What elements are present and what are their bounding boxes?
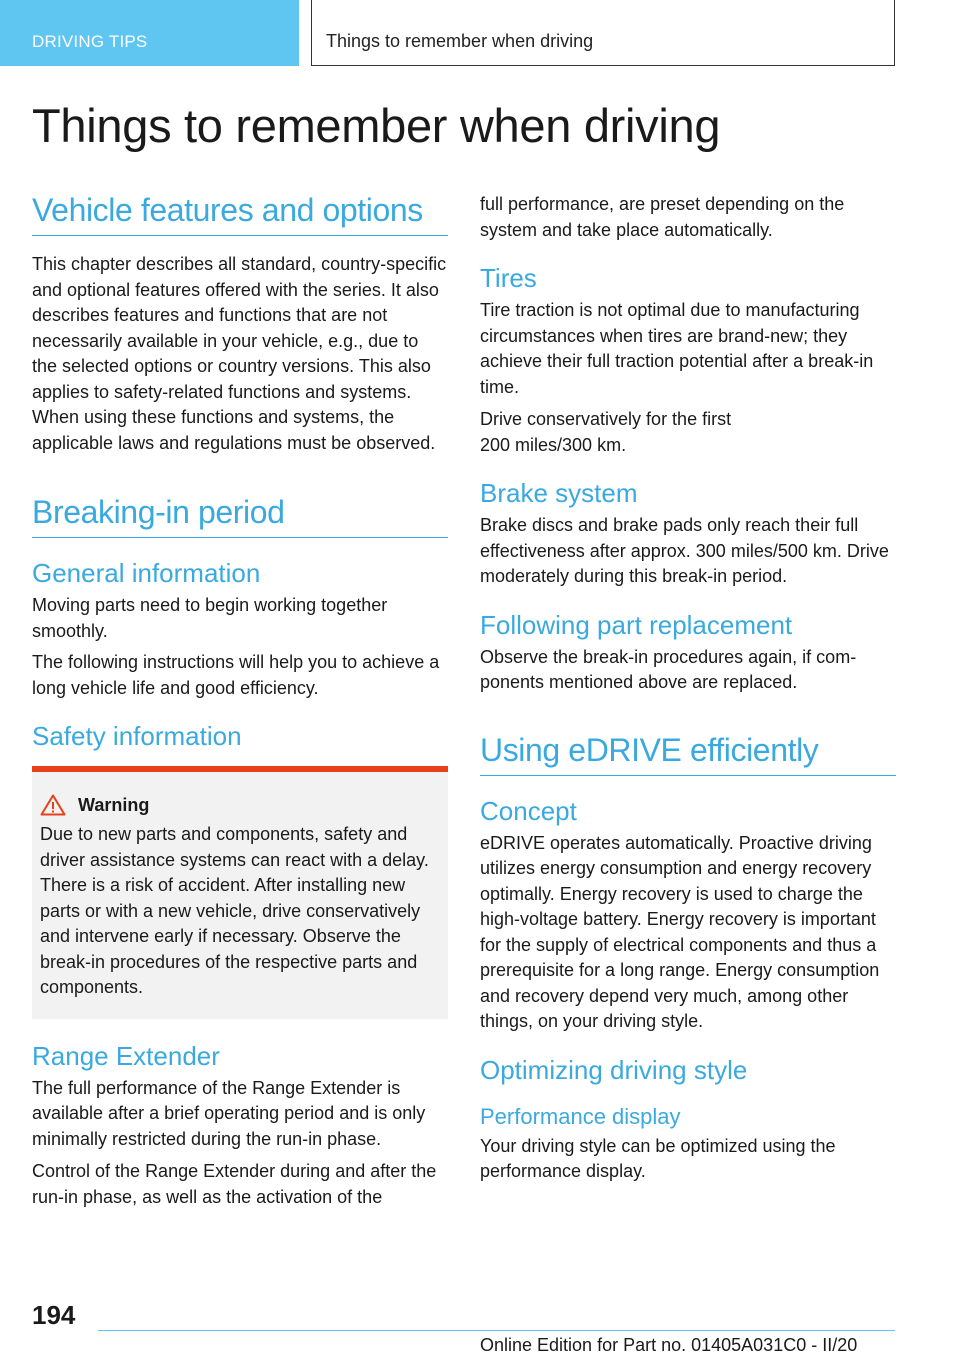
heading-brake-system: Brake system: [480, 478, 638, 508]
heading-performance-display: Performance display: [480, 1103, 681, 1129]
heading-vehicle-features: Vehicle features and options: [32, 192, 448, 236]
heading-safety-information: Safety information: [32, 721, 242, 751]
range-extender-text-2: Control of the Range Extender during and after the run-in phase, as well as the activation of the: [32, 1161, 437, 1207]
heading-concept: Concept: [480, 795, 577, 826]
right-column: [480, 192, 896, 1185]
continued-text: full performance, are preset depending on the system and take place automatically.: [480, 194, 845, 240]
heading-general-information: General information: [32, 558, 261, 588]
heading-edrive: Using eDRIVE efficiently: [480, 732, 896, 776]
concept-text: eDRIVE operates automatically. Proactive driving utilizes energy consumption and energy recovery optimally. Energy recovery is used to charge the high-voltage battery. Energy recovery is important for the supply of electrical components and thus a prerequisite for a long range. Energy consumption and recovery depend very much, among other things, on your driving style.: [480, 832, 880, 1031]
performance-text: Your driving style can be optimized using the performance display.: [480, 1135, 836, 1181]
header-title: Things to remember when driving: [311, 0, 895, 66]
footer-divider: [98, 1330, 895, 1331]
brake-text: Brake discs and brake pads only reach their full effectiveness after approx. 300 miles/500 km. Drive moderately during this break-in period.: [480, 515, 889, 586]
footer-edition: Online Edition for Part no. 01405A031C0 - II/20: [480, 1335, 858, 1355]
heading-range-extender: Range Extender: [32, 1040, 220, 1071]
left-column: [32, 192, 448, 1210]
warning-label: Warning: [78, 794, 150, 815]
general-text-1: Moving parts need to begin working together smoothly.: [32, 595, 388, 641]
heading-optimizing: Optimizing driving style: [480, 1054, 748, 1085]
warning-box: [32, 766, 448, 1019]
general-text-2: The following instructions will help you to achieve a long vehicle life and good efficiency.: [32, 652, 440, 698]
page-title: Things to remember when driving: [32, 99, 721, 152]
heading-breaking-in: Breaking-in period: [32, 494, 448, 538]
warning-header: [40, 794, 440, 816]
tires-text-2-line1: Drive conservatively for the first: [480, 409, 732, 429]
warning-triangle-icon: [40, 794, 66, 816]
range-extender-text-1: The full performance of the Range Extender is available after a brief operating period and is only minimally restricted during the run-in phase.: [32, 1077, 426, 1149]
replacement-text: Observe the break-in procedures again, if components mentioned above are replaced.: [480, 646, 857, 692]
tires-text-2: [480, 407, 896, 458]
heading-part-replacement: Following part replacement: [480, 609, 793, 640]
page-number: 194: [32, 1300, 76, 1330]
tires-text-2-line2: 200 miles/300 km.: [480, 434, 627, 455]
warning-text: Due to new parts and components, safety and driver assistance systems can react with a delay. There is a risk of accident. After installing new parts or with a new vehicle, drive conservatively and intervene early if necessary. Observe the break-in procedures of the respective parts and components.: [40, 824, 429, 997]
vehicle-features-text: This chapter describes all standard, country-specific and optional features offered with the series. It also describes features and functions that are not necessarily available in your vehicle, e.g., due to the selected options or country versions. This also applies to safety-related functions and systems. When using these functions and systems, the applicable laws and regulations must be observed.: [32, 254, 447, 453]
heading-tires: Tires: [480, 263, 537, 293]
tires-text-1: Tire traction is not optimal due to manufacturing circumstances when tires are brand-new; they achieve their full traction potential after a break-in time.: [480, 300, 874, 397]
header-section-tab: DRIVING TIPS: [0, 0, 299, 66]
